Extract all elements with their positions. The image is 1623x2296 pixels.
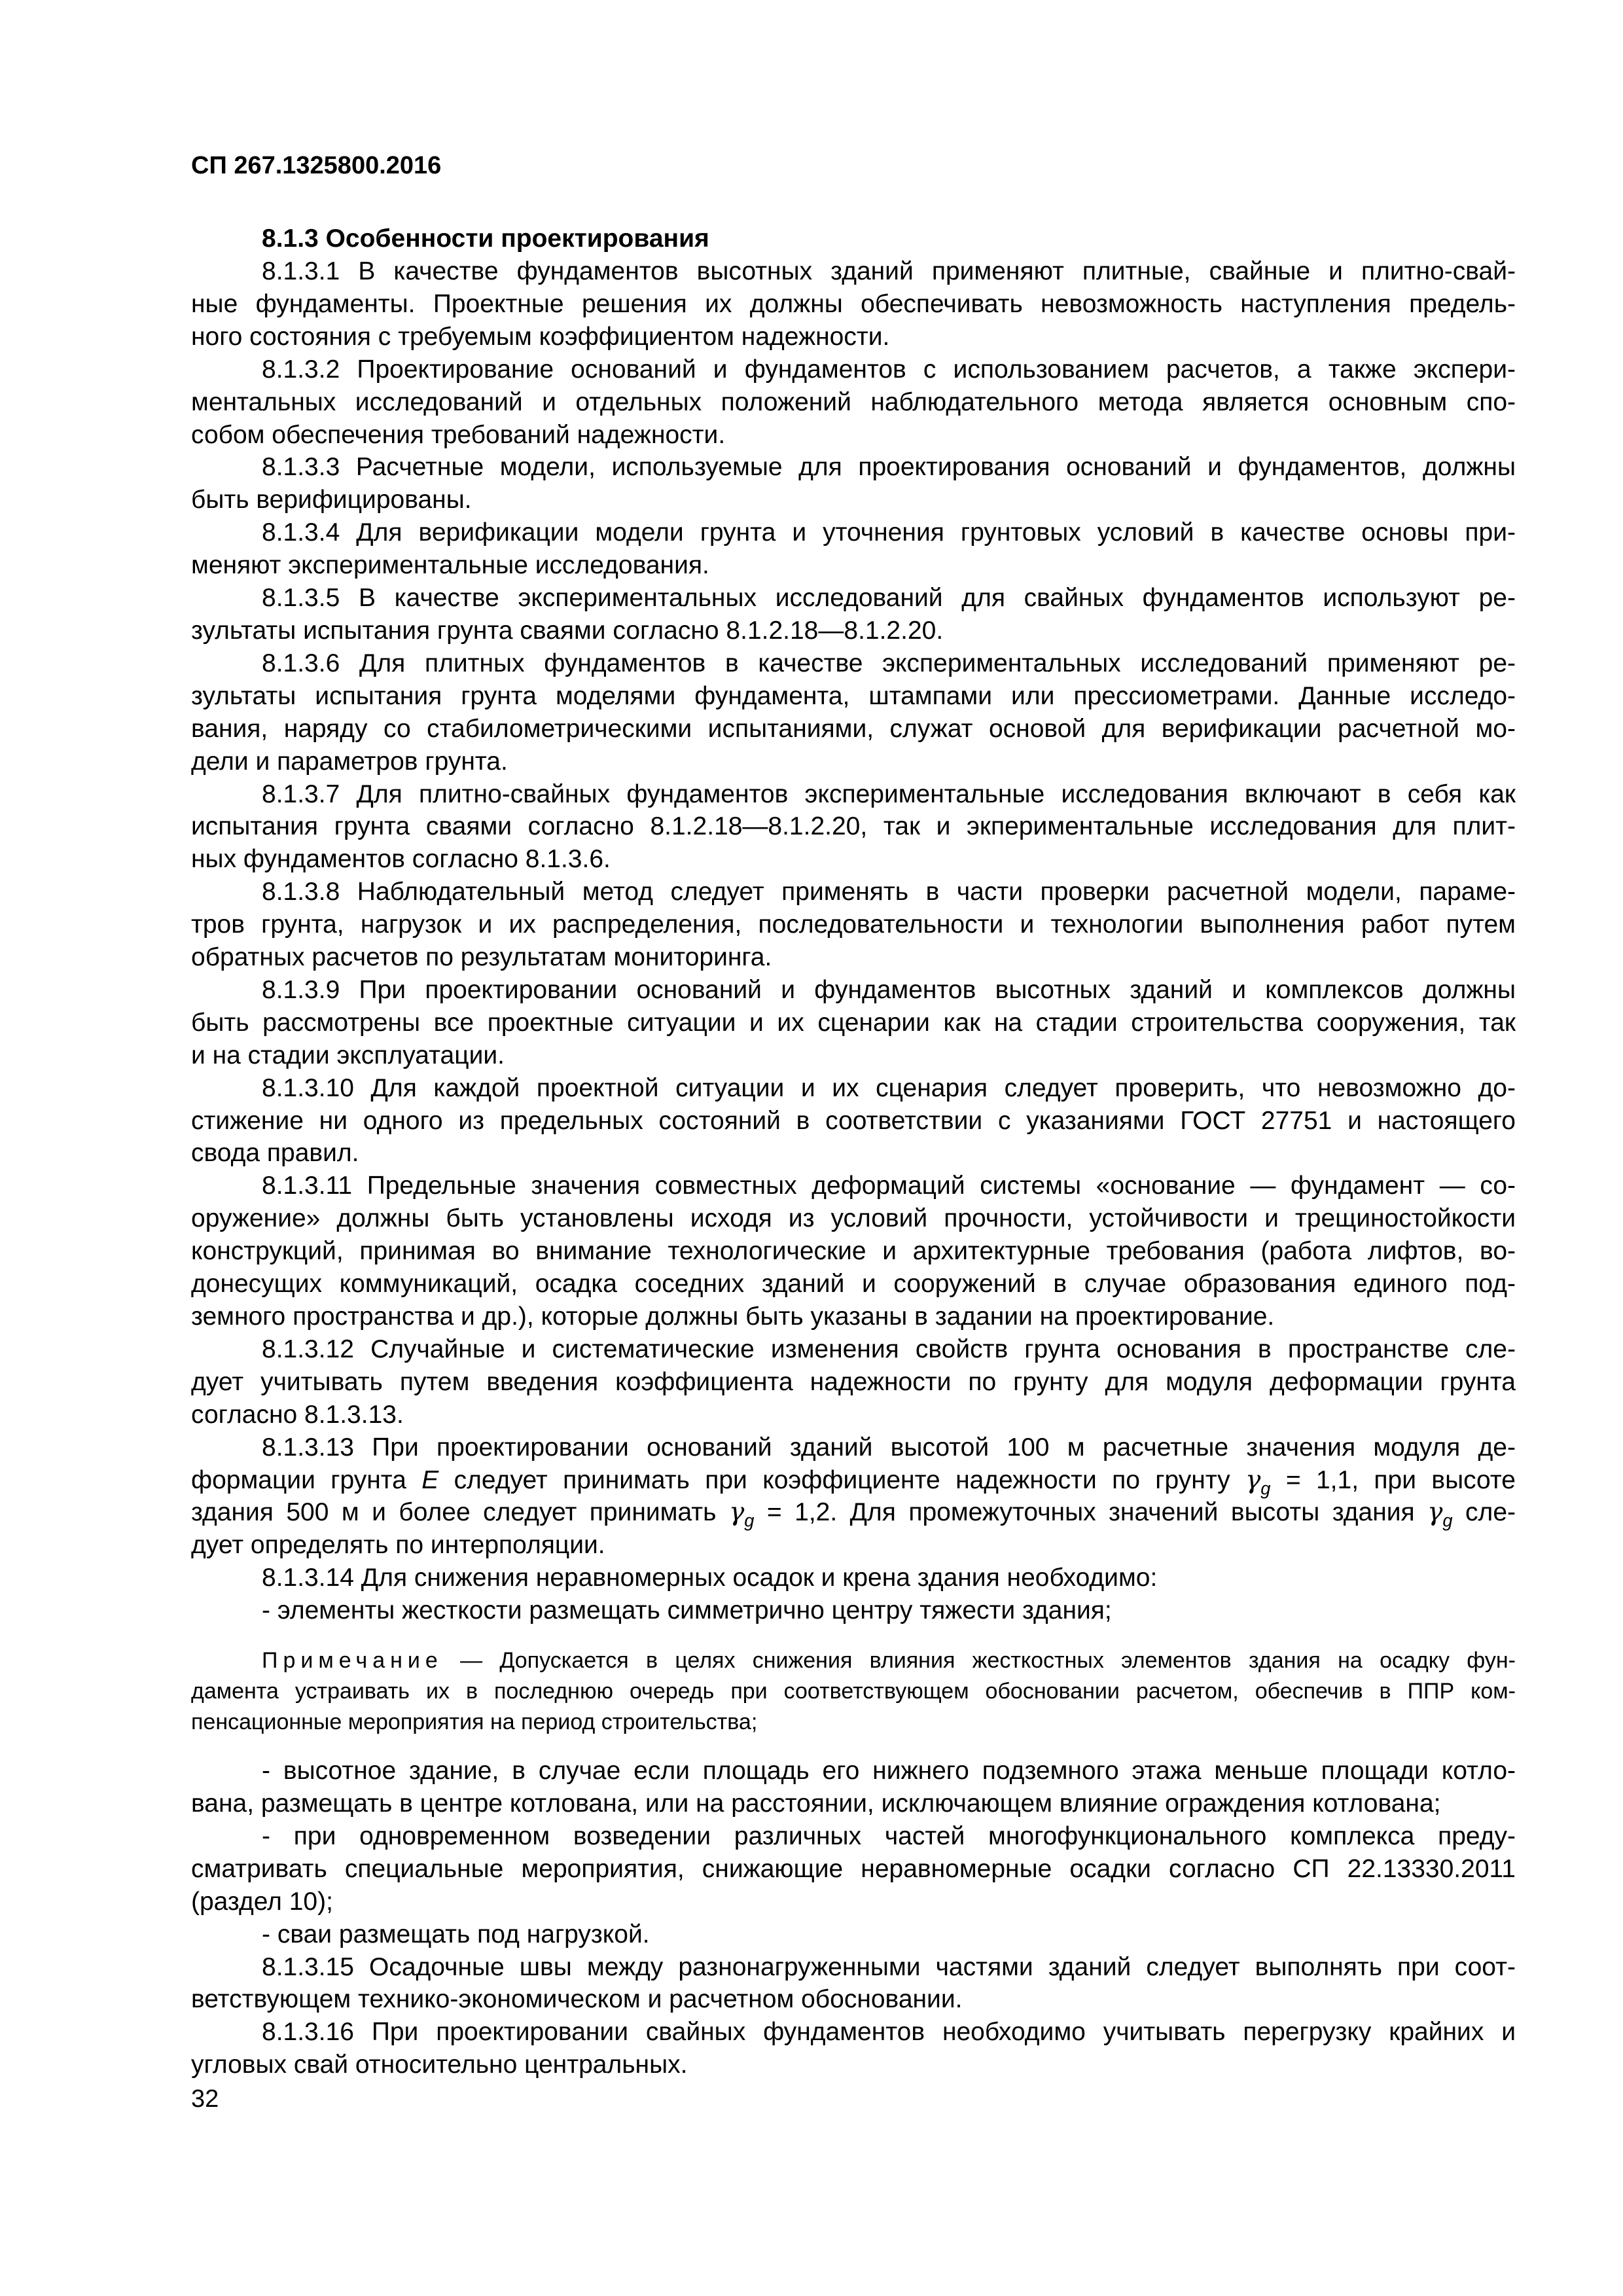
body-text bbox=[191, 255, 1516, 2081]
text-line bbox=[191, 1645, 1516, 1676]
text-segment: 8.1.3.13 При проектировании оснований зданий высотой 100 м расчетные значения модуля де- bbox=[262, 1433, 1516, 1462]
text-line: 8.1.3.7 Для плитно-свайных фундаментов экспериментальные исследования включают в себя как bbox=[262, 780, 1516, 808]
text-line bbox=[191, 1496, 1516, 1529]
text-line: дует учитывать путем введения коэффициента надежности по грунту для модуля деформации грунта bbox=[191, 1367, 1516, 1396]
text-segment: формации грунта bbox=[191, 1465, 422, 1494]
text-line: ментальных исследований и отдельных положений наблюдательного метода является основным спо- bbox=[191, 387, 1516, 416]
text-line: - элементы жесткости размещать симметрично центру тяжести здания; bbox=[262, 1596, 1112, 1625]
text-line: - сваи размещать под нагрузкой. bbox=[262, 1920, 650, 1948]
subscript: g bbox=[1442, 1510, 1453, 1531]
paragraph bbox=[191, 1333, 1516, 1431]
text-line: (раздел 10); bbox=[191, 1887, 333, 1916]
text-segment: здания 500 м и более следует принимать bbox=[191, 1498, 729, 1527]
text-line: зультаты испытания грунта сваями согласно 8.1.2.18—8.1.2.20. bbox=[191, 616, 944, 645]
subscript: g bbox=[744, 1510, 755, 1531]
paragraph bbox=[191, 1562, 1516, 1594]
text-line bbox=[191, 1676, 1516, 1707]
paragraph bbox=[191, 2016, 1516, 2081]
text-line: меняют экспериментальные исследования. bbox=[191, 551, 709, 580]
paragraph bbox=[191, 353, 1516, 452]
paragraph bbox=[191, 516, 1516, 582]
note-label: Примечание bbox=[262, 1648, 443, 1674]
text-line: вания, наряду со стабилометрическими испытаниями, служат основой для верификации расчетной мо- bbox=[191, 714, 1516, 743]
paragraph bbox=[191, 1951, 1516, 2017]
gamma-symbol: γ bbox=[728, 1498, 745, 1528]
text-line: оружение» должны быть установлены исходя из условий прочности, устойчивости и трещиностойкости bbox=[191, 1204, 1516, 1233]
text-line: вана, размещать в центре котлована, или на расстоянии, исключающем влияние ограждения котлована; bbox=[191, 1789, 1441, 1818]
text-segment: = 1,1, при высоте bbox=[1270, 1465, 1516, 1494]
text-line: 8.1.3.2 Проектирование оснований и фундаментов с использованием расчетов, а также экспери- bbox=[262, 355, 1516, 384]
text-segment: E bbox=[421, 1465, 439, 1494]
text-segment: сле- bbox=[1452, 1498, 1516, 1527]
document-code-header: СП 267.1325800.2016 bbox=[191, 152, 442, 179]
text-line: зультаты испытания грунта моделями фундамента, штампами или прессиометрами. Данные исследо- bbox=[191, 681, 1516, 710]
text-line: 8.1.3.5 В качестве экспериментальных исследований для свайных фундаментов используют ре- bbox=[262, 584, 1516, 613]
text-segment: дует определять по интерполяции. bbox=[191, 1531, 605, 1560]
text-line: сматривать специальные мероприятия, снижающие неравномерные осадки согласно СП 22.13330.2011 bbox=[191, 1854, 1516, 1883]
text-line bbox=[191, 1529, 1516, 1562]
text-line: 8.1.3.1 В качестве фундаментов высотных зданий применяют плитные, свайные и плитно-свай- bbox=[262, 257, 1516, 285]
text-line: 8.1.3.4 Для верификации модели грунта и уточнения грунтовых условий в качестве основы при- bbox=[262, 518, 1516, 547]
text-line: 8.1.3.10 Для каждой проектной ситуации и их сценария следует проверить, что невозможно до- bbox=[262, 1073, 1516, 1102]
text-line: 8.1.3.9 При проектировании оснований и фундаментов высотных зданий и комплексов должны bbox=[262, 975, 1516, 1004]
text-segment: — Допускается в целях снижения влияния жесткостных элементов здания на осадку фун- bbox=[442, 1648, 1516, 1674]
text-segment: следует принимать при коэффициенте надежности по грунту bbox=[438, 1465, 1245, 1494]
paragraph bbox=[191, 778, 1516, 876]
text-line bbox=[191, 1431, 1516, 1464]
text-line: - высотное здание, в случае если площадь его нижнего подземного этажа меньше площади котло- bbox=[262, 1757, 1516, 1785]
document-page bbox=[191, 149, 1516, 2081]
text-line: свода правил. bbox=[191, 1139, 359, 1168]
page-number: 32 bbox=[191, 2085, 219, 2113]
text-line: 8.1.3.8 Наблюдательный метод следует применять в части проверки расчетной модели, параме- bbox=[262, 878, 1516, 906]
text-line: 8.1.3.16 При проектировании свайных фундаментов необходимо учитывать перегрузку крайних и bbox=[262, 2018, 1516, 2047]
text-line: ветствующем технико-экономическом и расчетном обосновании. bbox=[191, 1985, 963, 2014]
text-line: 8.1.3.14 Для снижения неравномерных осадок и крена здания необходимо: bbox=[262, 1564, 1158, 1592]
text-line bbox=[191, 1707, 1516, 1738]
text-line: угловых свай относительно центральных. bbox=[191, 2051, 688, 2079]
text-line: ного состояния с требуемым коэффициентом надежности. bbox=[191, 322, 890, 351]
text-line: собом обеспечения требований надежности. bbox=[191, 420, 726, 449]
paragraph bbox=[191, 1918, 1516, 1951]
text-line: ных фундаментов согласно 8.1.3.6. bbox=[191, 845, 611, 874]
text-line: 8.1.3.12 Случайные и систематические изменения свойств грунта основания в пространстве сле- bbox=[262, 1335, 1516, 1363]
paragraph bbox=[191, 974, 1516, 1072]
text-line: и на стадии эксплуатации. bbox=[191, 1041, 505, 1069]
paragraph bbox=[191, 647, 1516, 778]
paragraph bbox=[191, 1170, 1516, 1333]
note-paragraph bbox=[191, 1645, 1516, 1738]
text-line: 8.1.3.11 Предельные значения совместных деформаций системы «основание — фундамент — со- bbox=[262, 1172, 1516, 1200]
text-line: быть верифицированы. bbox=[191, 486, 472, 514]
paragraph bbox=[191, 1594, 1516, 1627]
section-heading: 8.1.3 Особенности проектирования bbox=[262, 224, 709, 253]
paragraph bbox=[191, 451, 1516, 516]
text-segment: = 1,2. Для промежуточных значений высоты здания bbox=[754, 1498, 1428, 1527]
text-line: ные фундаменты. Проектные решения их должны обеспечивать невозможность наступления предель- bbox=[191, 289, 1516, 318]
text-line: 8.1.3.6 Для плитных фундаментов в качестве экспериментальных исследований применяют ре- bbox=[262, 649, 1516, 677]
paragraph bbox=[191, 1431, 1516, 1562]
paragraph bbox=[191, 1072, 1516, 1170]
text-line: испытания грунта сваями согласно 8.1.2.18—8.1.2.20, так и экпериментальные исследования для плит- bbox=[191, 812, 1516, 841]
text-line: быть рассмотрены все проектные ситуации и их сценарии как на стадии строительства сооружения, так bbox=[191, 1008, 1516, 1037]
text-line: дели и параметров грунта. bbox=[191, 747, 508, 776]
paragraph bbox=[191, 255, 1516, 353]
text-line: конструкций, принимая во внимание технологические и архитектурные требования (работа лифтов, во- bbox=[191, 1237, 1516, 1266]
text-line: стижение ни одного из предельных состояний в соответствии с указаниями ГОСТ 27751 и настоящего bbox=[191, 1106, 1516, 1135]
text-line: 8.1.3.3 Расчетные модели, используемые для проектирования оснований и фундаментов, должны bbox=[262, 453, 1516, 482]
text-line bbox=[191, 1464, 1516, 1497]
paragraph bbox=[191, 1755, 1516, 1820]
gamma-symbol: γ bbox=[1245, 1465, 1261, 1495]
text-line: согласно 8.1.3.13. bbox=[191, 1400, 404, 1429]
gamma-symbol: γ bbox=[1427, 1498, 1443, 1528]
text-line: - при одновременном возведении различных частей многофункционального комплекса преду- bbox=[262, 1821, 1516, 1850]
paragraph bbox=[191, 876, 1516, 974]
paragraph bbox=[191, 582, 1516, 647]
text-line: 8.1.3.15 Осадочные швы между разнонагруженными частями зданий следует выполнять при соот- bbox=[262, 1952, 1516, 1981]
text-line: донесущих коммуникаций, осадка соседних зданий и сооружений в случае образования единого под- bbox=[191, 1270, 1516, 1299]
text-line: земного пространства и др.), которые должны быть указаны в задании на проектирование. bbox=[191, 1302, 1275, 1331]
text-line: тров грунта, нагрузок и их распределения, последовательности и технологии выполнения работ путем bbox=[191, 910, 1516, 939]
text-segment: пенсационные мероприятия на период строительства; bbox=[191, 1710, 758, 1735]
subscript: g bbox=[1260, 1478, 1271, 1499]
text-line: обратных расчетов по результатам мониторинга. bbox=[191, 943, 772, 972]
paragraph bbox=[191, 1820, 1516, 1918]
text-segment: дамента устраивать их в последнюю очередь при соответствующем обосновании расчетом, обеспечив в ППР ком- bbox=[191, 1679, 1516, 1704]
